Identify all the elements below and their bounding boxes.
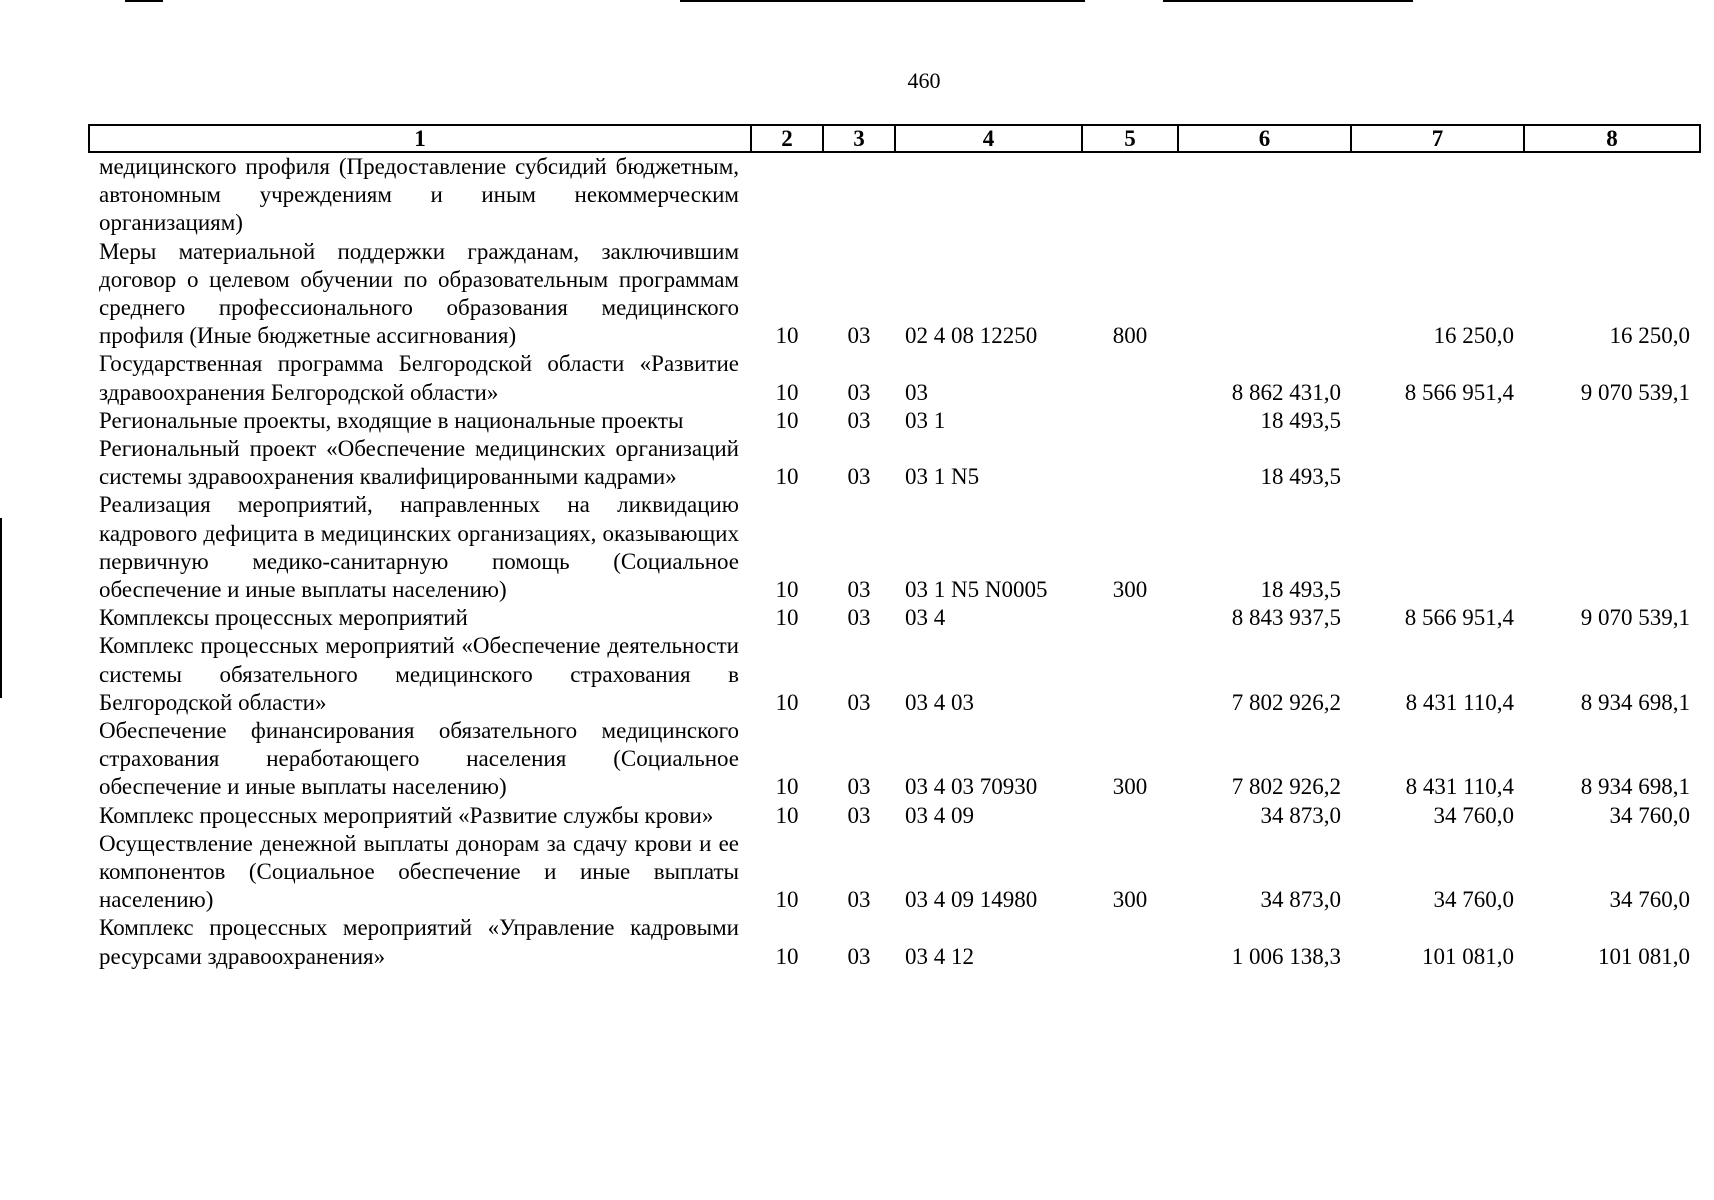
expense-type-code [1082,632,1178,717]
amount-col-6 [1178,238,1351,351]
scan-top-rule [1163,0,1413,2]
column-header: 5 [1082,125,1178,152]
amount-col-8: 16 250,0 [1609,323,1690,349]
amount-col-7 [1351,152,1524,238]
target-article-code: 03 1 [905,407,946,433]
expense-type-code: 300 [1112,887,1148,913]
expense-type-code [1082,914,1178,970]
subsection-code: 03 [847,605,871,631]
amount-col-7 [1351,435,1524,491]
row-name: Осуществление денежной выплаты донорам за сдачу крови и ее компонентов (Социальное обеспечение и иные выплаты населению) [99,830,739,913]
amount-col-6: 7 802 926,2 [1231,689,1341,715]
expense-type-code: 300 [1112,577,1148,603]
table-row [89,632,1700,717]
amount-col-8: 8 934 698,1 [1580,774,1690,800]
row-name: Региональные проекты, входящие в национальные проекты [99,407,684,433]
amount-col-8 [1524,407,1700,435]
amount-col-6: 8 843 937,5 [1231,605,1341,631]
target-article-code: 03 4 12 [905,943,974,969]
page-number: 460 [907,68,941,93]
column-header: 8 [1524,125,1700,152]
subsection-code: 03 [847,577,871,603]
table-row [89,152,1700,238]
row-name: Комплекс процессных мероприятий «Обеспечение деятельности системы обязательного медицинского страхования в Белгородской области» [99,633,739,715]
target-article-code: 03 4 09 [905,802,974,828]
row-name: Комплексы процессных мероприятий [99,605,468,631]
table-row [89,914,1700,970]
target-article-code: 03 1 N5 N0005 [905,577,1048,603]
target-article-code: 03 4 03 [905,689,974,715]
target-article-code: 02 4 08 12250 [905,323,1038,349]
section-code: 10 [775,802,799,828]
subsection-code: 03 [847,774,871,800]
row-name: Комплекс процессных мероприятий «Развитие службы крови» [99,802,714,828]
amount-col-8 [1524,152,1700,238]
subsection-code: 03 [847,689,871,715]
amount-col-8 [1524,435,1700,491]
target-article-code: 03 1 N5 [905,464,980,490]
expense-type-code [1082,435,1178,491]
amount-col-7: 34 760,0 [1433,802,1514,828]
column-header: 2 [751,125,823,152]
subsection-code: 03 [847,464,871,490]
subsection-code: 03 [847,802,871,828]
amount-col-8: 101 081,0 [1598,943,1690,969]
expense-type-code: 800 [1112,323,1148,349]
row-name: Комплекс процессных мероприятий «Управление кадровыми ресурсами здравоохранения» [99,915,739,969]
expense-type-code [1082,407,1178,435]
table-row [89,238,1700,351]
subsection-code: 03 [847,887,871,913]
subsection-code [823,152,895,238]
amount-col-7: 34 760,0 [1433,887,1514,913]
budget-table [88,124,1701,971]
row-name: медицинского профиля (Предоставление субсидий бюджетным, автономным учреждениям и иным некоммерческим организациям) [99,154,739,236]
table-row [89,350,1700,406]
row-name: Государственная программа Белгородской области «Развитие здравоохранения Белгородской области» [99,351,739,405]
amount-col-8: 34 760,0 [1609,887,1690,913]
section-code: 10 [775,689,799,715]
subsection-code: 03 [847,323,871,349]
amount-col-7: 16 250,0 [1433,323,1514,349]
subsection-code: 03 [847,379,871,405]
section-code: 10 [775,323,799,349]
section-code [751,152,823,238]
table-row [89,830,1700,915]
amount-col-6: 18 493,5 [1260,577,1341,603]
amount-col-7 [1351,407,1524,435]
column-header: 4 [895,125,1082,152]
amount-col-6: 8 862 431,0 [1231,379,1341,405]
subsection-code: 03 [847,407,871,433]
expense-type-code: 300 [1112,774,1148,800]
column-header: 7 [1351,125,1524,152]
expense-type-code [1082,152,1178,238]
table-row [89,717,1700,802]
amount-col-7: 8 566 951,4 [1404,605,1514,631]
target-article-code: 03 4 09 14980 [905,887,1038,913]
table-row [89,491,1700,604]
section-code: 10 [775,379,799,405]
section-code: 10 [775,407,799,433]
amount-col-8: 8 934 698,1 [1580,689,1690,715]
target-article-code: 03 [905,379,928,405]
amount-col-6: 1 006 138,3 [1231,943,1341,969]
section-code: 10 [775,774,799,800]
row-name: Обеспечение финансирования обязательного медицинского страхования неработающего населения (Социальное обеспечение и иные выплаты населению) [99,718,739,800]
amount-col-6: 7 802 926,2 [1231,774,1341,800]
amount-col-8: 9 070 539,1 [1580,379,1690,405]
section-code: 10 [775,943,799,969]
amount-col-8 [1524,491,1700,604]
section-code: 10 [775,887,799,913]
expense-type-code [1082,802,1178,830]
table-row [89,435,1700,491]
amount-col-7: 8 431 110,4 [1405,774,1514,800]
amount-col-7: 101 081,0 [1422,943,1514,969]
scan-top-rule [680,0,1085,2]
expense-type-code [1082,604,1178,632]
amount-col-7 [1351,491,1524,604]
expense-type-code [1082,350,1178,406]
amount-col-6: 34 873,0 [1260,887,1341,913]
table-header-row [89,125,1700,152]
section-code: 10 [775,464,799,490]
column-header: 6 [1178,125,1351,152]
amount-col-7: 8 431 110,4 [1405,689,1514,715]
table-row [89,407,1700,435]
section-code: 10 [775,605,799,631]
amount-col-8: 34 760,0 [1609,802,1690,828]
row-name: Меры материальной поддержки гражданам, заключившим договор о целевом обучении по образовательным программам среднего профессионального образования медицинского профиля (Иные бюджетные ассигнования) [99,238,739,349]
target-article-code: 03 4 [905,605,946,631]
scan-edge-mark [0,518,2,698]
column-header: 3 [823,125,895,152]
target-article-code: 03 4 03 70930 [905,774,1038,800]
row-name: Региональный проект «Обеспечение медицинских организаций системы здравоохранения квалифицированными кадрами» [99,436,739,490]
amount-col-6: 18 493,5 [1260,407,1341,433]
column-header: 1 [89,125,751,152]
section-code: 10 [775,577,799,603]
amount-col-7: 8 566 951,4 [1404,379,1514,405]
amount-col-6 [1178,152,1351,238]
row-name: Реализация мероприятий, направленных на ликвидацию кадрового дефицита в медицинских организациях, оказывающих первичную медико-санитарную помощь (Социальное обеспечение и иные выплаты населению) [99,492,739,603]
amount-col-6: 18 493,5 [1260,464,1341,490]
subsection-code: 03 [847,943,871,969]
table-body [89,152,1700,971]
table-row [89,802,1700,830]
amount-col-6: 34 873,0 [1260,802,1341,828]
table-row [89,604,1700,632]
amount-col-8: 9 070 539,1 [1580,605,1690,631]
scan-top-rule [125,0,163,2]
target-article-code [895,152,1082,238]
